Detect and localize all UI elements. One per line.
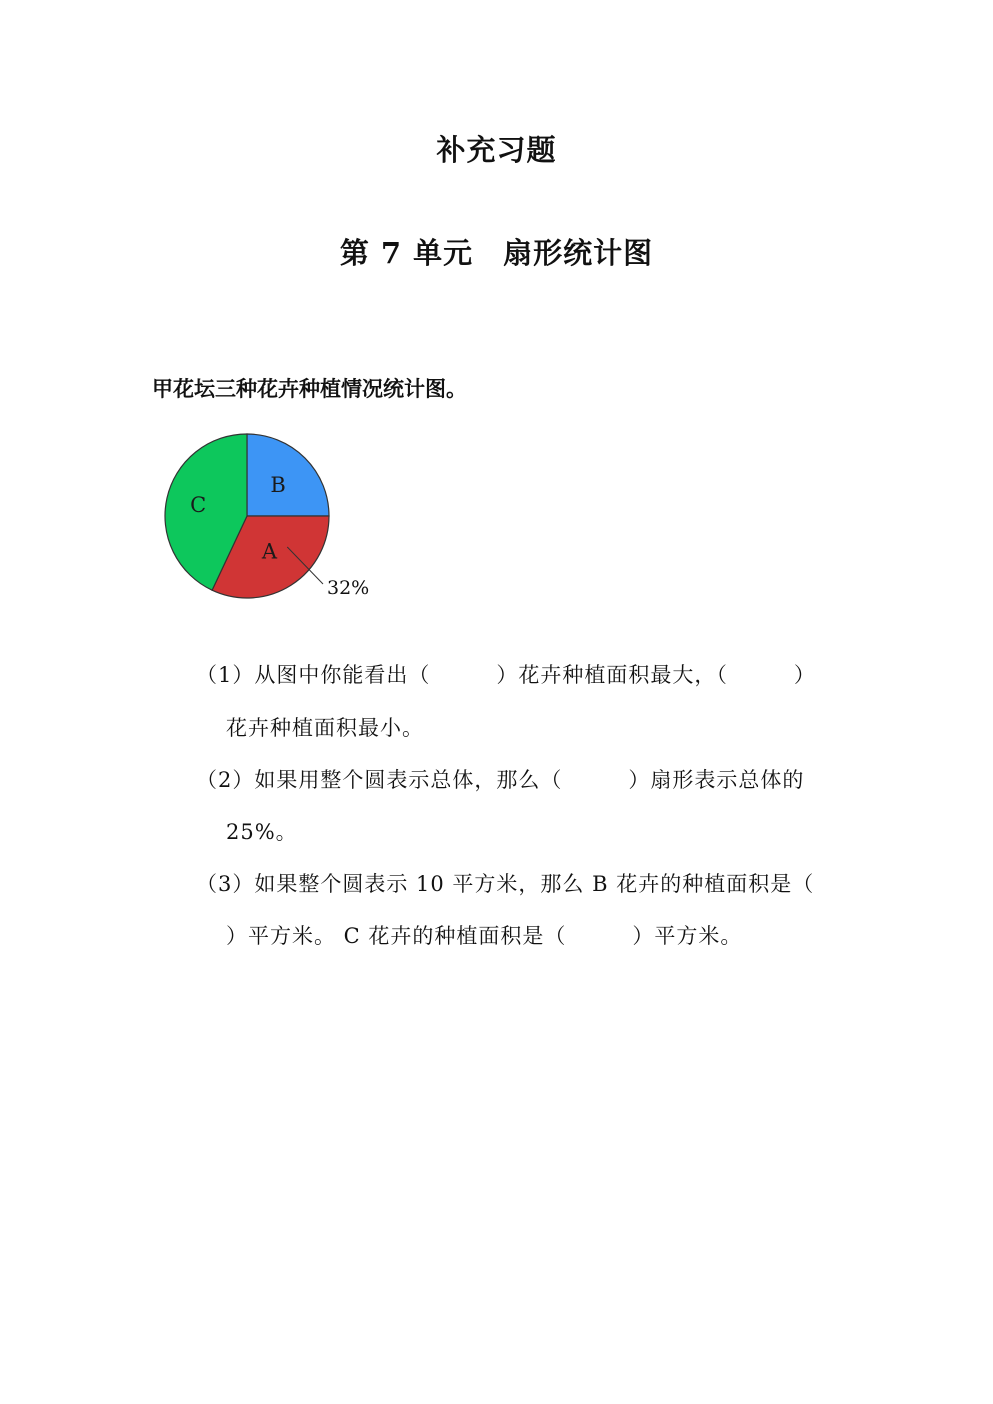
page-title: 补充习题 bbox=[436, 133, 557, 167]
pie-chart bbox=[150, 420, 390, 610]
question-3-line-2: ）平方米。 C 花卉的种植面积是（ ）平方米。 bbox=[226, 924, 743, 948]
pie-label-a: A bbox=[261, 539, 278, 564]
question-1-line-1: （1）从图中你能看出（ ）花卉种植面积最大，（ ） bbox=[196, 663, 816, 687]
chart-caption: 甲花坛三种花卉种植情况统计图。 bbox=[152, 376, 467, 401]
unit-title: 第 7 单元 扇形统计图 bbox=[339, 236, 654, 270]
pie-slice-b bbox=[247, 434, 329, 516]
annotation-label: 32% bbox=[327, 577, 370, 599]
question-3-line-1: （3）如果整个圆表示 10 平方米，那么 B 花卉的种植面积是（ bbox=[196, 872, 815, 896]
question-1-line-2: 花卉种植面积最小。 bbox=[226, 716, 424, 740]
question-2-line-2: 25%。 bbox=[226, 820, 298, 844]
pie-label-b: B bbox=[270, 472, 286, 497]
question-2-line-1: （2）如果用整个圆表示总体，那么（ ）扇形表示总体的 bbox=[196, 768, 805, 792]
pie-label-c: C bbox=[190, 493, 207, 518]
